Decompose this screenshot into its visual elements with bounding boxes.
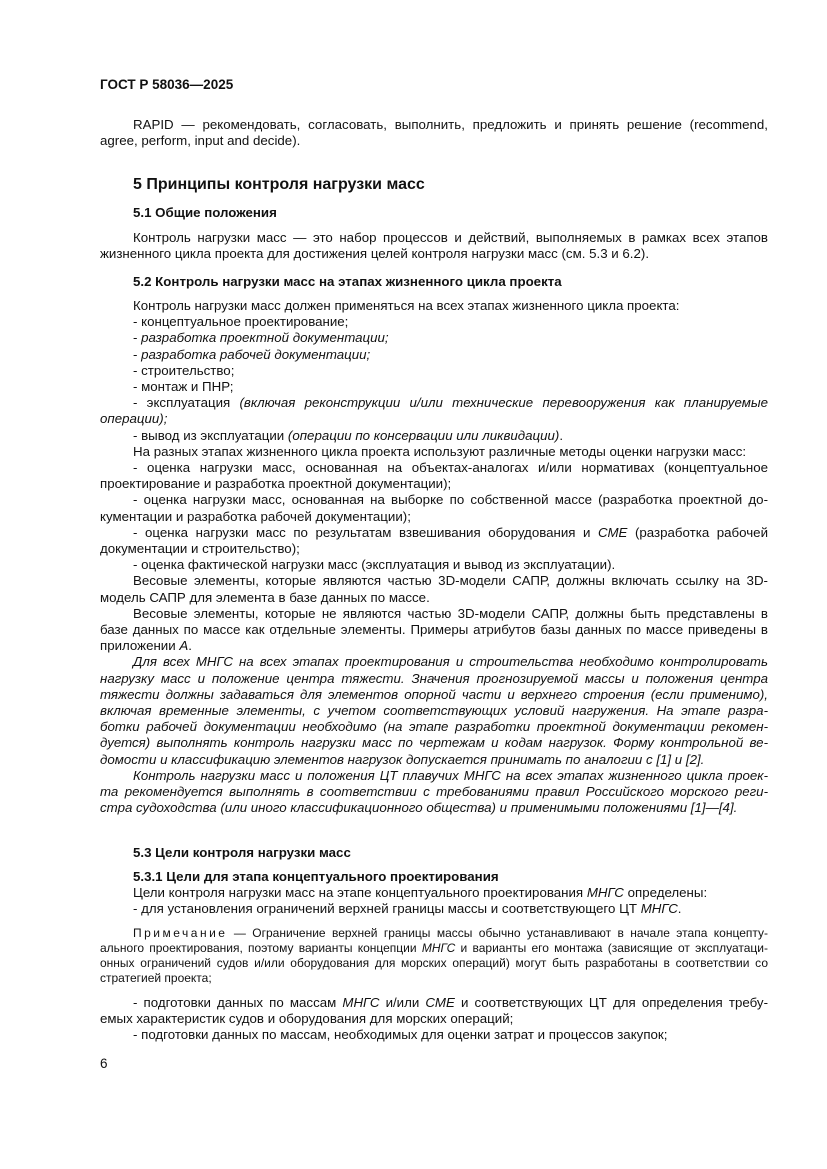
list-item: - оценка нагрузки масс по результатам взвешивания оборудования и СМЕ (разработка рабочей документации и строительство);	[100, 524, 769, 557]
paragraph: Контроль нагрузки масс и положения ЦТ плавучих МНГС на всех этапах жизненного цикла проек-та рекомендуется выполнять в соответствии с требованиями правил Российского морского реги-стра судоходства (или иного классификационного общества) и применимыми положениями [1]—[4].	[100, 767, 768, 816]
paragraph: Весовые элементы, которые являются частью 3D-модели САПР, должны включать ссылку на 3D-модель САПР для элемента в базе данных по массе.	[100, 573, 768, 605]
paragraph: Весовые элементы, которые не являются частью 3D-модели САПР, должны быть представлены в базе данных по массе как отдельные элементы. Примеры атрибутов базы данных по массе приведены в приложении А.	[100, 605, 768, 654]
list-item: - эксплуатация (включая реконструкции и/или технические перевооружения как планируемые операции);	[100, 395, 768, 427]
section-5-3-title: 5.3 Цели контроля нагрузки масс	[133, 845, 351, 860]
section-5-2-title: 5.2 Контроль нагрузки масс на этапах жизненного цикла проекта	[133, 274, 562, 289]
paragraph: Для всех МНГС на всех этапах проектирования и строительства необходимо контролировать нагрузку масс и положение центра тяжести. Значения прогнозируемой массы и положения центра тяжести должны задаваться для элементов опорной части и верхнего строения (если применимо), включая временные элементы, с учетом соответствующих условий нагружения. На этапе разра-ботки рабочей документации необходимо (на этапе разработки проектной документации рекомен-дуется) выполнять контроль нагрузки масс по чертежам и кодам нагрузок. Форму контрольной ве-домости и классификацию элементов нагрузок допускается принимать по аналогии с [1] и [2].	[100, 654, 768, 767]
list-item: - вывод из эксплуатации (операции по консервации или ликвидации).	[133, 427, 564, 443]
document-header: ГОСТ Р 58036—2025	[100, 77, 234, 92]
list-item: - разработка рабочей документации;	[133, 346, 371, 362]
list-item: - подготовки данных по массам, необходимых для оценки затрат и процессов закупок;	[133, 1027, 668, 1043]
list-item: - разработка проектной документации;	[133, 330, 389, 346]
list-item: - строительство;	[133, 362, 235, 378]
paragraph: Контроль нагрузки масс — это набор процессов и действий, выполняемых в рамках всех этапов жизненного цикла проекта для достижения целей контроля нагрузки масс (см. 5.3 и 6.2).	[100, 230, 768, 262]
list-item: - оценка фактической нагрузки масс (эксплуатация и вывод из эксплуатации).	[133, 557, 616, 573]
list-item: - концептуальное проектирование;	[133, 314, 349, 330]
list-item: - монтаж и ПНР;	[133, 379, 234, 395]
list-item: - оценка нагрузки масс, основанная на выборке по собственной массе (разработка проектной до-кументации и разработка рабочей документации);	[100, 492, 768, 524]
list-item: - для установления ограничений верхней границы массы и соответствующего ЦТ МНГС.	[133, 901, 682, 917]
section-5-title: 5 Принципы контроля нагрузки масс	[133, 176, 425, 193]
paragraph: Цели контроля нагрузки масс на этапе концептуального проектирования МНГС определены:	[133, 885, 708, 900]
rapid-definition: RAPID — рекомендовать, согласовать, выполнить, предложить и принять решение (recommend, agree, perform, input and decide).	[100, 117, 768, 149]
section-5-3-1-title: 5.3.1 Цели для этапа концептуального проектирования	[133, 869, 499, 884]
page-number: 6	[100, 1056, 108, 1071]
note: Примечание — Ограничение верхней границы массы обычно устанавливают в начале этапа концепту-ального проектирования, поэтому варианты концепции МНГС и варианты его монтажа (зависящие от эксплуатаци-онных ограничений судов и/или оборудования для морских операций) могут быть разработаны в соответствии со стратегией проекта;	[100, 926, 768, 985]
paragraph: На разных этапах жизненного цикла проекта используют различные методы оценки нагрузки масс:	[133, 443, 747, 459]
list-item: - подготовки данных по массам МНГС и/или СМЕ и соответствующих ЦТ для определения требу-емых характеристик судов и оборудования для морских операций;	[100, 995, 769, 1027]
paragraph: Контроль нагрузки масс должен применяться на всех этапах жизненного цикла проекта:	[133, 298, 680, 313]
section-5-1-title: 5.1 Общие положения	[133, 205, 277, 220]
list-item: - оценка нагрузки масс, основанная на объектах-аналогах и/или нормативах (концептуальное проектирование и разработка проектной документации);	[100, 460, 768, 492]
